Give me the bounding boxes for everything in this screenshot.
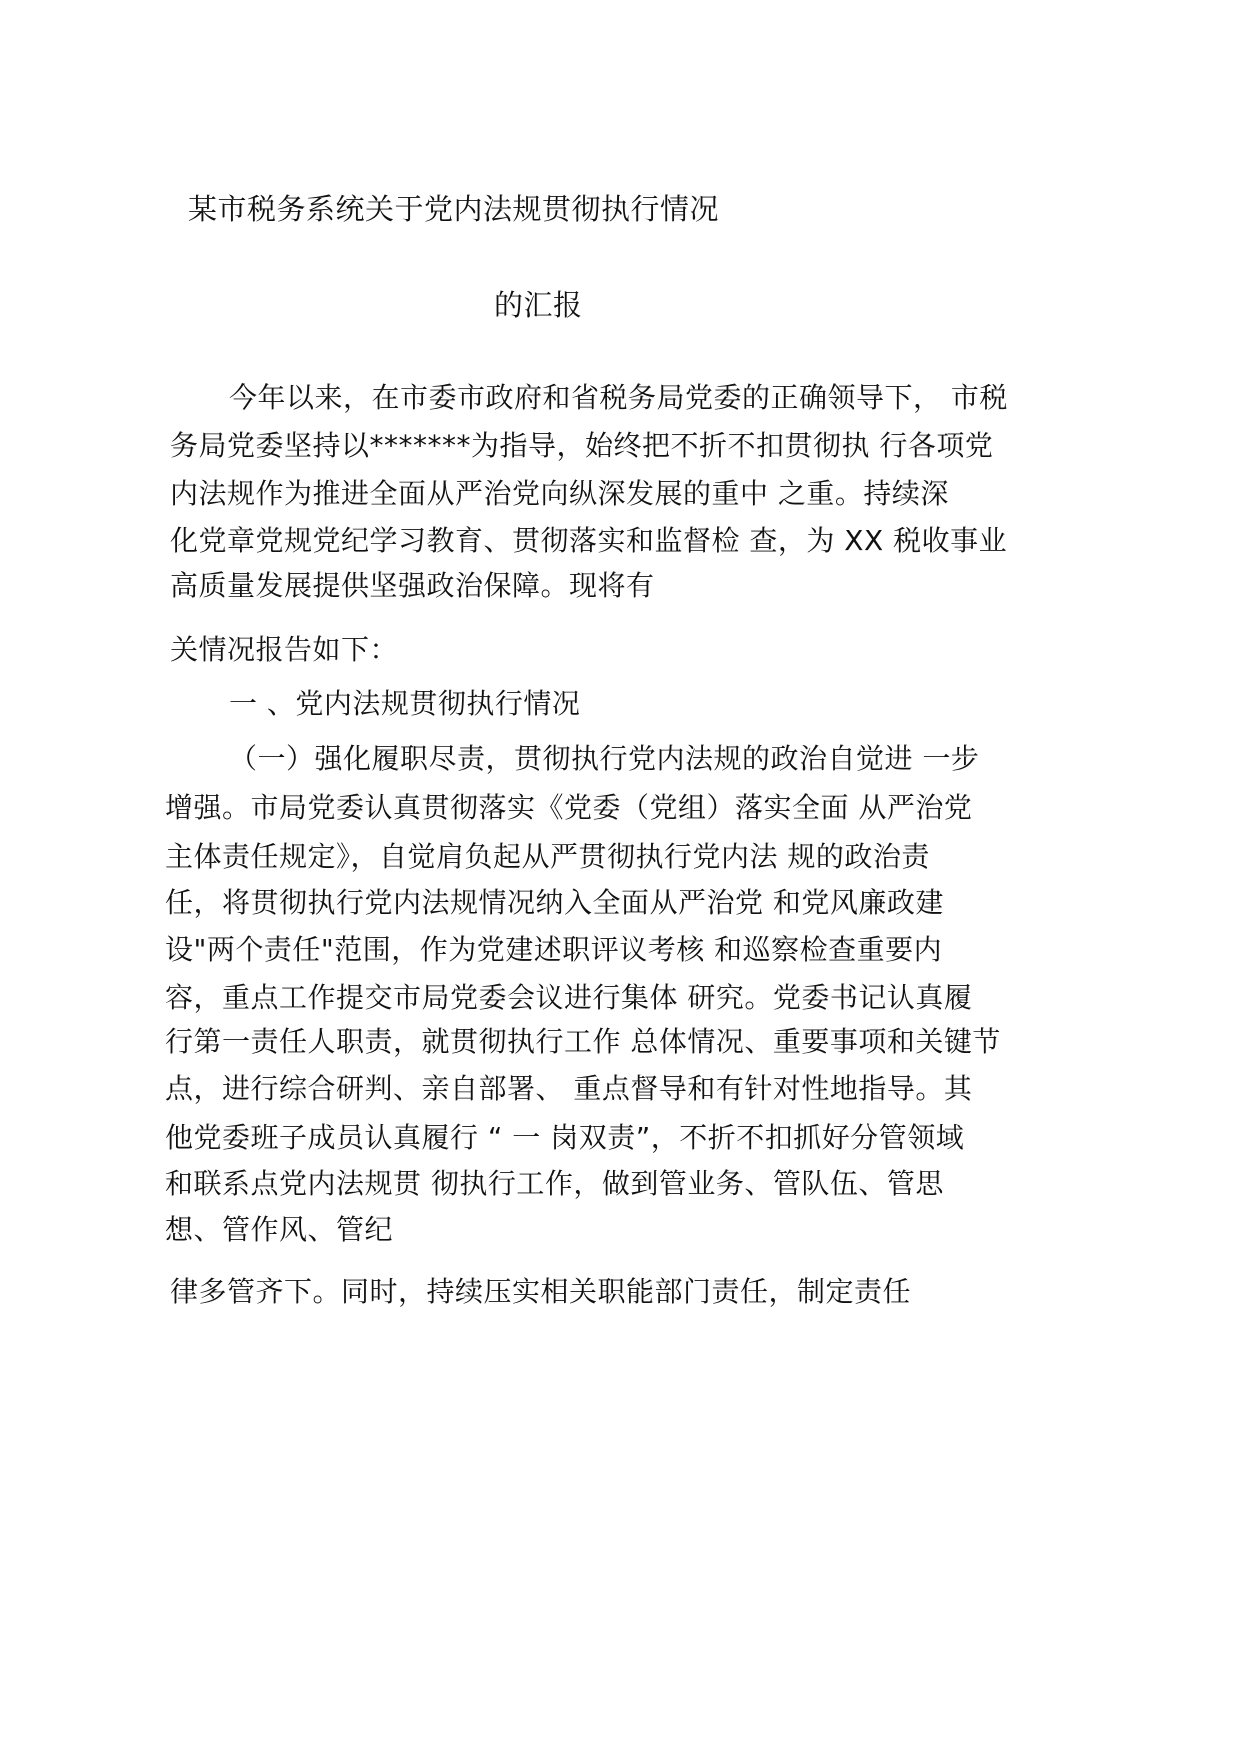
subsection-line: 设"两个责任"范围，作为党建述职评议考核 和巡察检查重要内 [165,933,943,966]
intro-line: 今年以来，在市委市政府和省税务局党委的正确领导下， 市税 [229,381,1008,414]
subsection-line: 增强。市局党委认真贯彻落实《党委（党组）落实全面 从严治党 [165,791,973,824]
subsection-line: 行第一责任人职责，就贯彻执行工作 总体情况、重要事项和关键节 [165,1025,1001,1058]
intro-line: 化党章党规党纪学习教育、贯彻落实和监督检 查，为 XX 税收事业 [170,524,1008,557]
section-heading: 一 、党内法规贯彻执行情况 [229,687,581,720]
subsection-line: 他党委班子成员认真履行 “ 一 岗双责”，不折不扣抓好分管领域 [165,1121,965,1154]
subsection-line: 律多管齐下。同时，持续压实相关职能部门责任，制定责任 [170,1275,912,1308]
subsection-line: 任，将贯彻执行党内法规情况纳入全面从严治党 和党风廉政建 [165,886,944,919]
intro-line: 关情况报告如下： [170,633,399,666]
intro-line: 务局党委坚持以*******为指导，始终把不折不扣贯彻执 行各项党 [170,429,994,462]
subsection-line: 想、管作风、管纪 [165,1213,394,1246]
intro-line: 高质量发展提供坚强政治保障。现将有 [170,569,655,602]
subsection-line: 和联系点党内法规贯 彻执行工作，做到管业务、管队伍、管思 [165,1167,944,1200]
intro-line: 内法规作为推进全面从严治党向纵深发展的重中 之重。持续深 [170,477,949,510]
document-title-line-2: 的汇报 [494,288,583,322]
subsection-line: 主体责任规定》，自觉肩负起从严贯彻执行党内法 规的政治责 [165,840,930,873]
subsection-line: 点，进行综合研判、亲自部署、 重点督导和有针对性地指导。其 [165,1072,973,1105]
document-title-line-1: 某市税务系统关于党内法规贯彻执行情况 [188,192,720,226]
subsection-line: 容，重点工作提交市局党委会议进行集体 研究。党委书记认真履 [165,981,973,1014]
subsection-line: （一）强化履职尽责，贯彻执行党内法规的政治自觉进 一步 [229,742,980,775]
